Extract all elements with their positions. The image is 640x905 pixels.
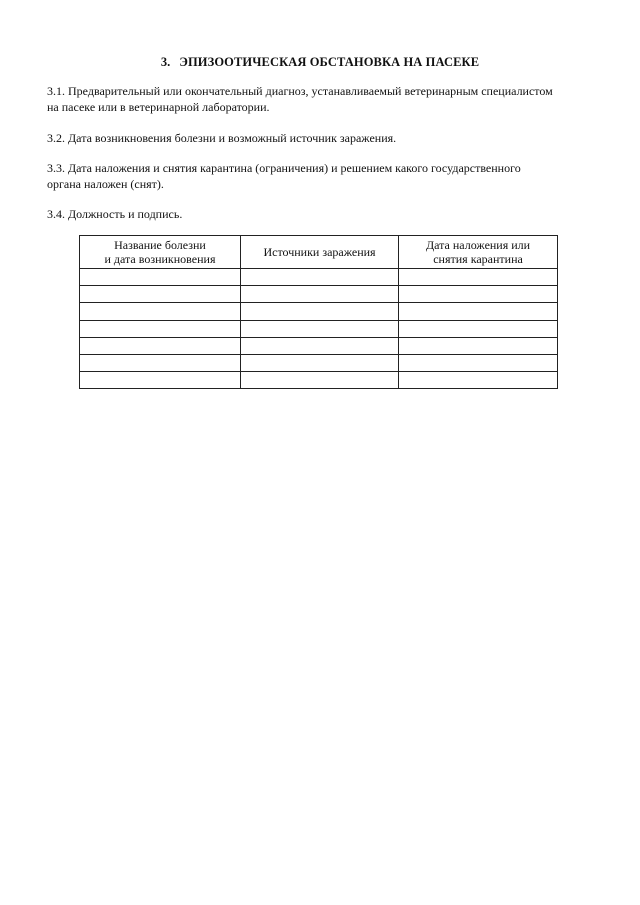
header-quarantine-dates: Дата наложения или снятия карантина — [399, 236, 558, 269]
table-cell[interactable] — [240, 269, 398, 286]
table-cell[interactable] — [240, 372, 398, 389]
table-cell[interactable] — [240, 354, 398, 371]
table-cell[interactable] — [80, 269, 241, 286]
table-cell[interactable] — [399, 372, 558, 389]
table-row — [80, 269, 558, 286]
table-cell[interactable] — [240, 303, 398, 320]
paragraph-3-3: 3.3. Дата наложения и снятия карантина (ограничения) и решением какого государственного органа наложен (снят). — [47, 161, 521, 191]
header-disease-name: Название болезни и дата возникновения — [80, 236, 241, 269]
table-cell[interactable] — [399, 303, 558, 320]
table-row — [80, 337, 558, 354]
table-cell[interactable] — [80, 372, 241, 389]
table-cell[interactable] — [399, 269, 558, 286]
table-cell[interactable] — [80, 303, 241, 320]
table-cell[interactable] — [80, 337, 241, 354]
table-row — [80, 303, 558, 320]
table-cell[interactable] — [80, 320, 241, 337]
header-infection-sources: Источники заражения — [240, 236, 398, 269]
table-cell[interactable] — [399, 286, 558, 303]
section-heading — [0, 55, 640, 70]
table-cell[interactable] — [399, 354, 558, 371]
table-header-row — [80, 236, 558, 269]
table-row — [80, 320, 558, 337]
paragraph-3-4: 3.4. Должность и подпись. — [47, 207, 183, 221]
table-cell[interactable] — [399, 337, 558, 354]
paragraph-3-1: 3.1. Предварительный или окончательный диагноз, устанавливаемый ветеринарным специалистом на пасеке или в ветеринарной лаборатории. — [47, 84, 553, 114]
table-row — [80, 354, 558, 371]
table-row — [80, 372, 558, 389]
table-cell[interactable] — [240, 337, 398, 354]
table-cell[interactable] — [240, 286, 398, 303]
section-title: ЭПИЗООТИЧЕСКАЯ ОБСТАНОВКА НА ПАСЕКЕ — [179, 55, 480, 69]
table-cell[interactable] — [80, 286, 241, 303]
table-cell[interactable] — [240, 320, 398, 337]
section-number: 3. — [160, 55, 171, 69]
table-row — [80, 286, 558, 303]
table-cell[interactable] — [399, 320, 558, 337]
table-cell[interactable] — [80, 354, 241, 371]
disease-table — [79, 235, 558, 389]
paragraph-3-2: 3.2. Дата возникновения болезни и возможный источник заражения. — [47, 131, 397, 145]
